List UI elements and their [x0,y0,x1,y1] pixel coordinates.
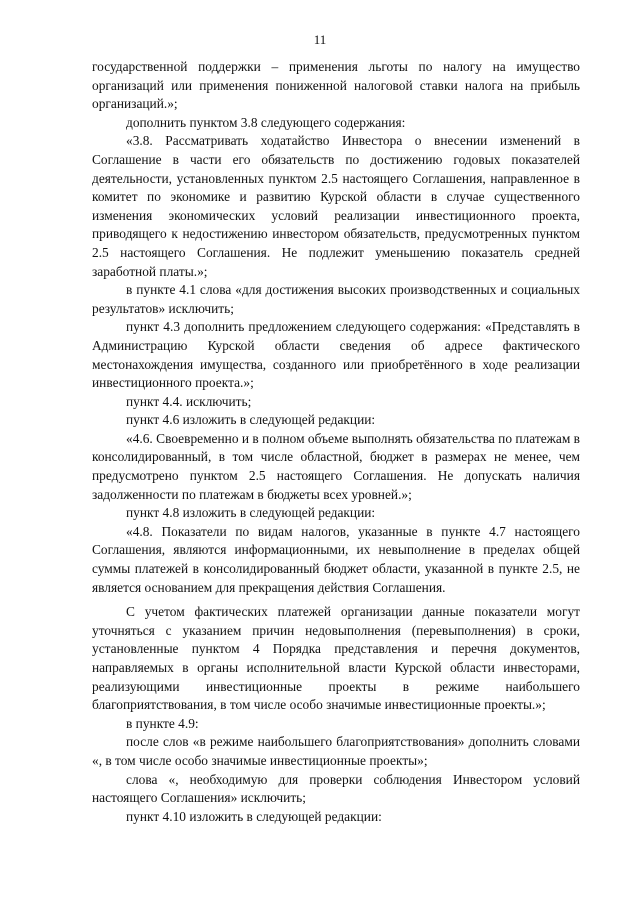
paragraph-item-4-6-intro: пункт 4.6 изложить в следующей редакции: [126,412,376,428]
paragraph-item-4-8: «4.8. Показатели по видам налогов, указанные в пункте 4.7 настоящего Соглашения, являются информационными, их невыполнение в пределах общей суммы платежей в консолидированный бюджет области, указанной в пункте 2.5, не является основанием для прекращения действия Соглашения. [92,523,580,595]
paragraph-item-4-1: в пункте 4.1 слова «для достижения высоких производственных и социальных результатов» исключить; [92,282,580,316]
paragraph-item-4-6: «4.6. Своевременно и в полном объеме выполнять обязательства по платежам в консолидированный, в том числе областной, бюджет в размерах не менее, чем предусмотрено пунктом 2.5 настоящего Соглашения. Не допускать наличия задолженности по платежам в бюджеты всех уровней.»; [92,430,580,502]
paragraph-item-4-3: пункт 4.3 дополнить предложением следующего содержания: «Представлять в Администрацию Курской области сведения об адресе фактического местонахождения имущества, созданного или приобретённого в ходе реализации инвестиционного проекта.»; [92,319,580,391]
page-number: 11 [313,32,327,47]
paragraph-item-4-8-intro: пункт 4.8 изложить в следующей редакции: [126,505,376,521]
paragraph-item-4-9-add: после слов «в режиме наибольшего благоприятствования» дополнить словами «, в том числе особо значимые инвестиционные проекты»; [92,734,580,768]
paragraph-item-4-10-intro: пункт 4.10 изложить в следующей редакции: [126,808,382,824]
document-body [92,58,580,826]
paragraph-item-4-8-continued: С учетом фактических платежей организации данные показатели могут уточняться с указанием причин недовыполнения (перевыполнения) в сроки, установленные пунктом 4 Порядка представления и перечня документов, направляемых в органы исполнительной власти Курской области инвесторами, реализующими инвестиционные проекты в режиме наибольшего благоприятствования, в том числе особо значимые инвестиционные проекты.»; [92,604,580,713]
paragraph-item-4-4: пункт 4.4. исключить; [126,393,252,409]
paragraph-add-3-8: дополнить пунктом 3.8 следующего содержания: [126,114,406,130]
paragraph-item-4-9-remove: слова «, необходимую для проверки соблюдения Инвестором условий настоящего Соглашения» исключить; [92,771,580,806]
paragraph-item-4-9-intro: в пункте 4.9: [126,715,199,731]
paragraph-continuation: государственной поддержки – применения льготы по налогу на имущество организаций или применения пониженной налоговой ставки налога на прибыль организаций.»; [92,59,580,112]
paragraph-item-3-8: «3.8. Рассматривать ходатайство Инвестора о внесении изменений в Соглашение в части его обязательств по достижению годовых показателей деятельности, установленных пунктом 2.5 настоящего Соглашения, направленное в комитет по экономике и развитию Курской области в случае существенного изменения экономических условий реализации инвестиционного проекта, приводящего к недостижению инвестором обязательств, предусмотренных пунктом 2.5 настоящего Соглашения. Не подлежит уменьшению показатель средней заработной платы.»; [92,133,580,279]
